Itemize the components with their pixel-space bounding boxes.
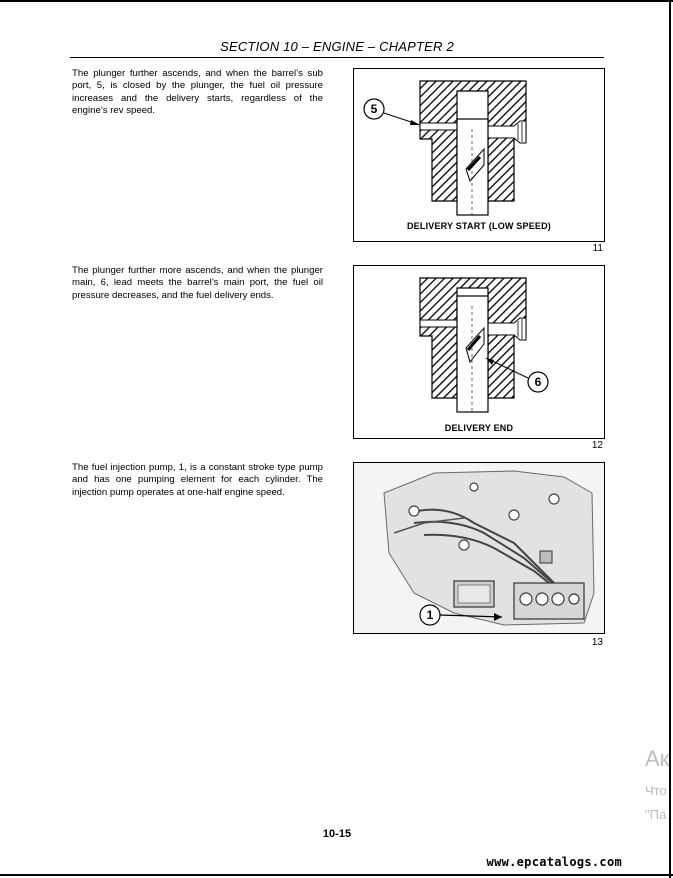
callout-6: 6 [534,375,542,389]
figure-injection-pump [353,462,605,634]
injection-pump-photo [354,463,604,633]
watermark-line-3: "Па [645,807,667,822]
plunger-diagram-end [354,266,604,438]
figure-caption: DELIVERY END [444,423,514,433]
page-number: 10-15 [322,828,352,840]
paragraph-injection-pump: The fuel injection pump, 1, is a constant stroke type pump and has one pumping element for each cylinder. The injection pump operates at one-half engine speed. [72,462,323,498]
figure-delivery-end [353,265,605,439]
page-top-border [0,0,673,2]
plunger-diagram-start [354,69,604,241]
paragraph-delivery-start: The plunger further ascends, and when the barrel’s sub port, 5, is closed by the plunger, the fuel oil pressure increases and the delivery starts, regardless of the engine’s rev speed. [72,68,323,117]
header-rule [70,57,604,58]
website-link[interactable]: www.epcatalogs.com [486,855,622,869]
figure-number: 13 [591,637,603,648]
watermark-line-2: Что [645,783,667,798]
section-header: SECTION 10 – ENGINE – CHAPTER 2 [220,39,454,54]
figure-number: 11 [592,243,603,254]
watermark-line-1: Ак [645,746,670,771]
paragraph-delivery-end: The plunger further more ascends, and when the plunger main, 6, lead meets the barrel’s main port, the fuel oil pressure decreases, and the fuel delivery ends. [72,265,323,301]
callout-1: 1 [426,608,434,622]
figure-caption: DELIVERY START (LOW SPEED) [406,221,552,231]
page-bottom-border [0,874,673,876]
callout-5: 5 [370,102,378,116]
figure-number: 12 [591,440,603,451]
figure-delivery-start [353,68,605,242]
